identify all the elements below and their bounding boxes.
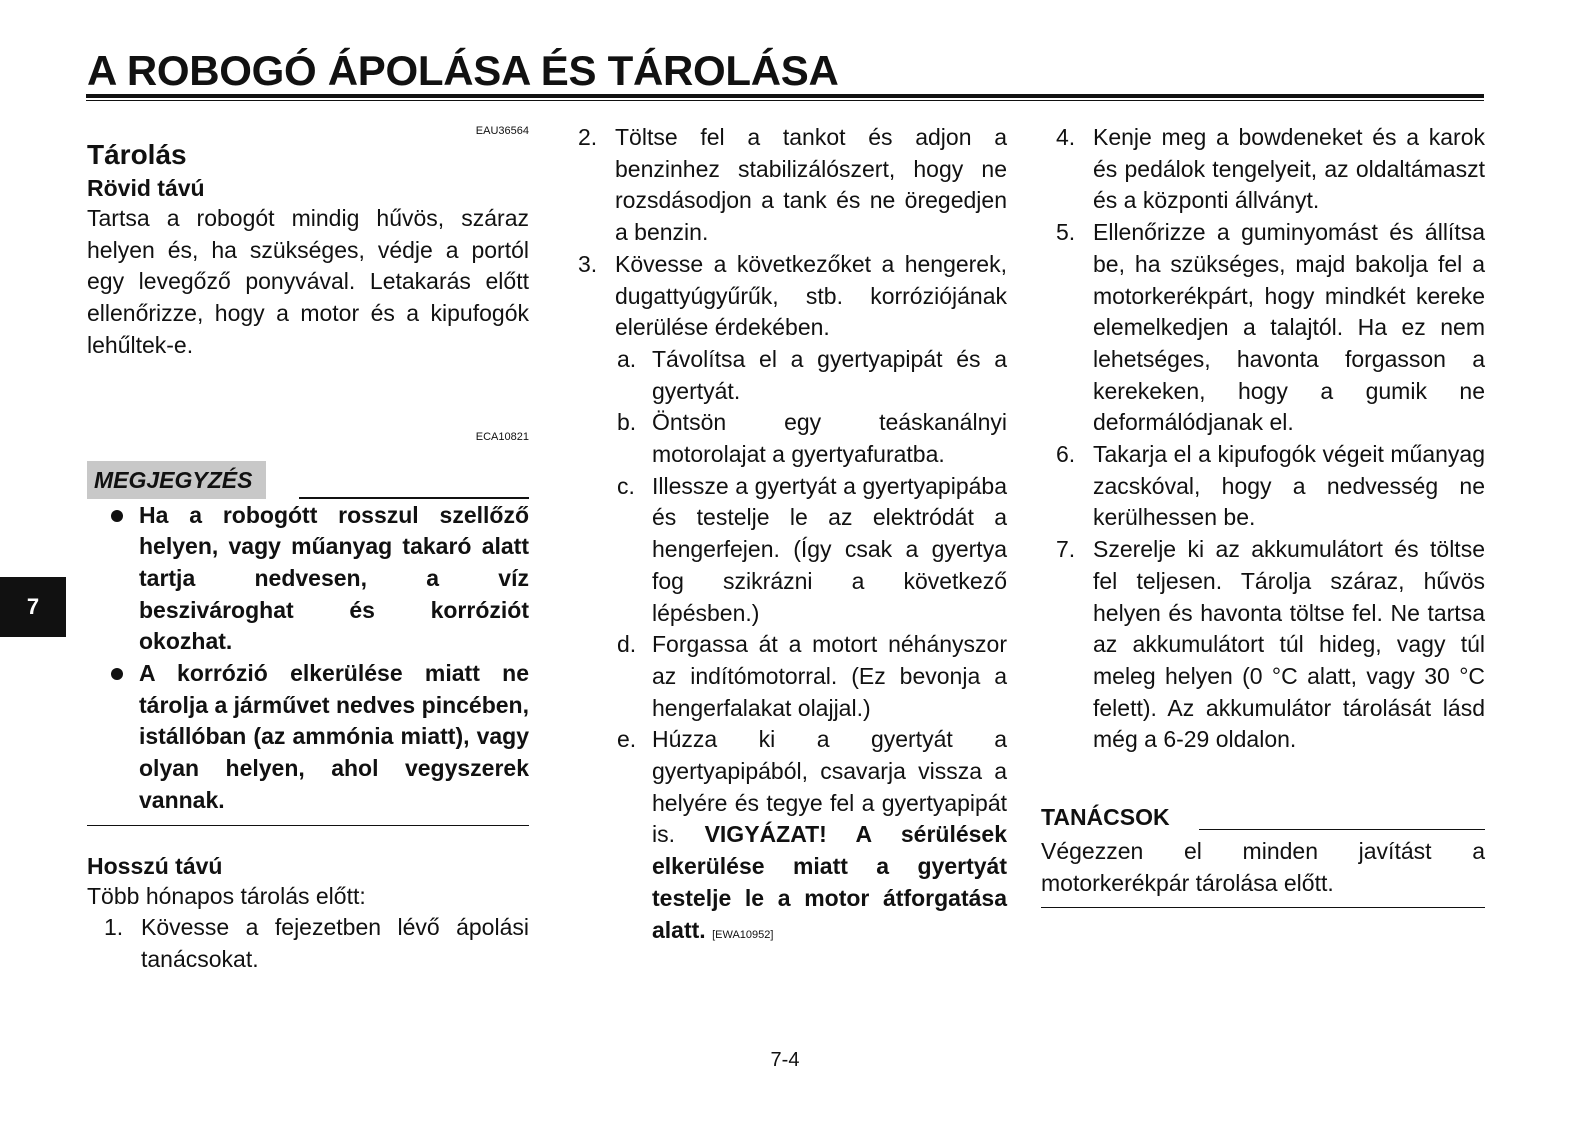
- sub-step-letter: c.: [617, 472, 635, 499]
- page-title: A ROBOGÓ ÁPOLÁSA ÉS TÁROLÁSA: [87, 47, 839, 94]
- notice-code: ECA10821: [475, 430, 529, 443]
- notice-bullet: Ha a robogótt rosszul szellőző helyen, vagy műanyag takaró alatt tartja nedvesen, a víz beszivároghat és korróziót okozhat.: [87, 500, 529, 659]
- sub-step-text: Távolítsa el a gyertyapipát és a gyertyát.: [652, 345, 1007, 404]
- sub-step-letter: b.: [617, 409, 637, 436]
- list-item: [1053, 439, 1485, 534]
- short-term-text: Tartsa a robogót mindig hűvös, száraz helyen és, ha szükséges, védje a portól egy levegőző ponyvával. Letakarás előtt ellenőrizze, hogy a motor és a kipufogók lehűltek-e.: [87, 205, 529, 358]
- notice-header: [87, 448, 529, 500]
- sub-step-letter: e.: [617, 726, 637, 753]
- item-text: Kövesse a következőket a hengerek, dugattyúgyűrűk, stb. korróziójának elerülése érdekében.: [615, 250, 1007, 341]
- notice-bullet-list: [87, 500, 529, 817]
- warning-code: [EWA10952]: [712, 928, 774, 941]
- item-text: Kenje meg a bowdeneket és a karok és pedálok tengelyeit, az oldaltámaszt és a központi állványt.: [1093, 124, 1485, 214]
- sub-step-letter: a.: [617, 345, 637, 372]
- page-number: 7-4: [770, 1049, 800, 1071]
- tip-header: [1041, 802, 1485, 836]
- tip-text: Végezzen el minden javítást a motorkerékpár tárolása előtt.: [1041, 838, 1485, 896]
- item-text: Takarja el a kipufogók végeit műanyag zacskóval, hogy a nedvesség ne kerülhessen be.: [1093, 441, 1485, 531]
- column-left: [87, 126, 529, 976]
- title-rule-thick: [86, 94, 1484, 98]
- item-number: 7.: [1056, 536, 1076, 563]
- long-term-intro: Több hónapos tárolás előtt:: [87, 882, 366, 909]
- list-item: [575, 249, 1007, 344]
- storage-steps-list: [575, 122, 1007, 344]
- sub-step: [615, 629, 1007, 724]
- list-item: [1053, 217, 1485, 439]
- sub-step-text: Illessze a gyertyát a gyertyapipába és testelje le az elektródát a hengerfejen. (Így csak a gyertya fog szikrázni a következő lépésben.): [652, 472, 1007, 626]
- warning-text: VIGYÁZAT! A sérülések elkerülése miatt a gyertyát testelje le a motor átforgatása alatt.: [652, 821, 1007, 943]
- item-number: 1.: [104, 914, 124, 941]
- notice-end-rule: [87, 825, 529, 826]
- list-item: [1053, 122, 1485, 217]
- section-title: Tárolás: [87, 139, 187, 170]
- tip-label: TANÁCSOK: [1041, 804, 1170, 831]
- item-text: Töltse fel a tankot és adjon a benzinhez stabilizálószert, hogy ne rozsdásodjon a tank és ne öregedjen a benzin.: [615, 124, 1007, 246]
- column-middle: [575, 122, 1007, 951]
- item-text: Szerelje ki az akkumulátort és töltse fel teljesen. Tárolja száraz, hűvös helyen és havonta töltse fel. Ne tartsa az akkumulátort túl hideg, vagy túl meleg helyen (0 °C alatt, vagy 30 °C felett). Az akkumulátor tárolását lásd még a 6-29 oldalon.: [1093, 536, 1485, 753]
- sub-step: [615, 407, 1007, 470]
- chapter-tab: 7: [0, 577, 66, 637]
- item-number: 3.: [578, 250, 598, 277]
- item-number: 2.: [578, 124, 598, 150]
- title-rule-thin: [86, 100, 1484, 101]
- item-text: Ellenőrizze a guminyomást és állítsa be, ha szükséges, majd bakolja fel a motorkerékpárt, hogy mindkét kereke elemelkedjen a talajtól. Ha ez nem lehetséges, havonta forgasson a kerekeken, hogy a gumik ne deformálódjanak el.: [1093, 219, 1485, 436]
- item-number: 6.: [1056, 441, 1076, 468]
- sub-step: [615, 471, 1007, 630]
- list-item: [575, 122, 1007, 249]
- subtitle-short-term: Rövid távú: [87, 175, 205, 201]
- item-number: 4.: [1056, 124, 1076, 150]
- item-number: 5.: [1056, 219, 1076, 246]
- storage-steps-list: [1053, 122, 1485, 756]
- tip-spacer: [1053, 756, 1485, 802]
- column-right: [1041, 122, 1485, 908]
- storage-steps-list: [101, 912, 529, 975]
- sub-steps-list: [615, 344, 1007, 951]
- sub-step: [615, 724, 1007, 951]
- tip-end-rule: [1041, 907, 1485, 908]
- sub-step-text: Forgassa át a motort néhányszor az indítómotorral. (Ez bevonja a hengerfalakat olajjal.): [652, 631, 1007, 721]
- sub-step: [615, 344, 1007, 407]
- sub-step-letter: d.: [617, 631, 637, 658]
- notice-rule: [299, 497, 529, 499]
- sub-step-text: Öntsön egy teáskanálnyi motorolajat a gyertyafuratba.: [652, 409, 1007, 468]
- subtitle-long-term: Hosszú távú: [87, 852, 223, 879]
- tip-rule: [1199, 829, 1485, 830]
- sub-step-text: Húzza ki a gyertyát a gyertyapipából, csavarja vissza a helyére és tegye fel a gyertyapipát is.: [652, 726, 1007, 848]
- item-text: Kövesse a fejezetben lévő ápolási tanácsokat.: [141, 914, 529, 972]
- list-item: [1053, 534, 1485, 756]
- section-code: EAU36564: [475, 125, 529, 137]
- notice-code-spacer: [87, 362, 529, 448]
- notice-bullet: A korrózió elkerülése miatt ne tárolja a járművet nedves pincében, istállóban (az ammónia miatt), vagy olyan helyen, ahol vegyszerek vannak.: [87, 658, 529, 817]
- list-item: [101, 912, 529, 975]
- notice-label: MEGJEGYZÉS: [87, 461, 266, 499]
